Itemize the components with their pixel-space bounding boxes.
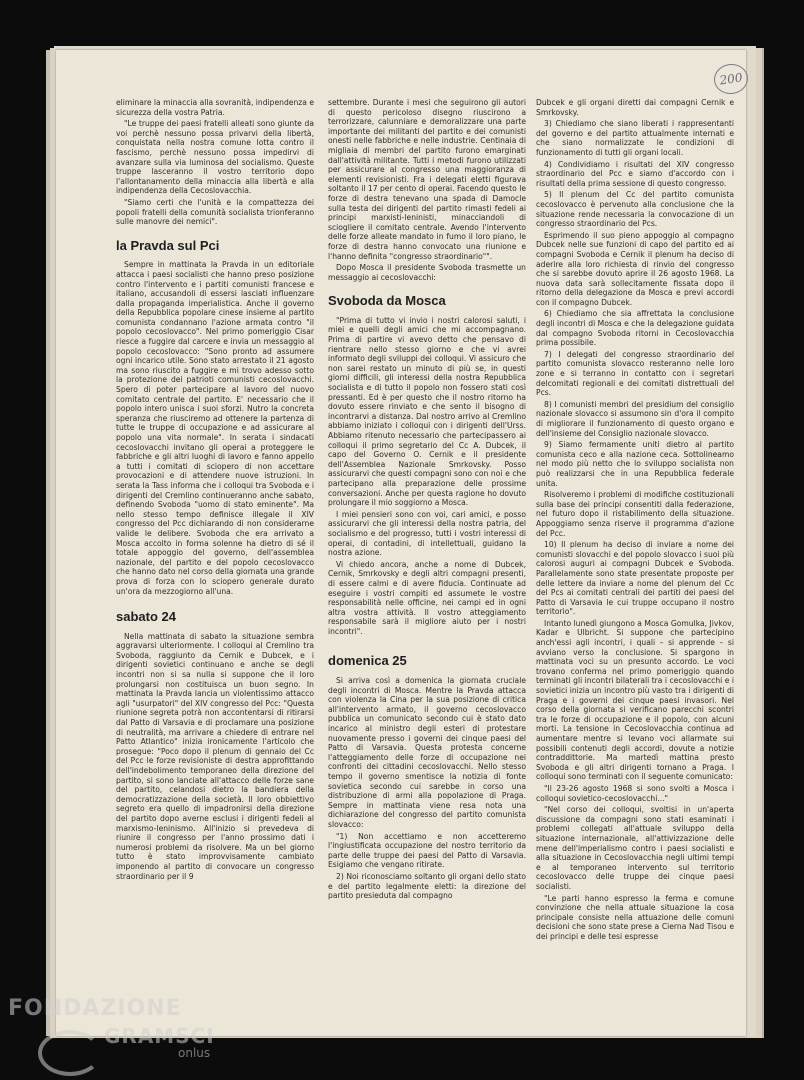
fondazione-gramsci-watermark <box>8 996 308 1076</box>
paragraph: 9) Siamo fermamente uniti dietro al partito comunista ceco e alla nazione ceca. Sottolineamo nel modo più netto che lo sviluppo socialista non può realizzarsi che in una Repubblica federale unita. <box>536 440 734 488</box>
section-heading-svoboda: Svoboda da Mosca <box>328 293 446 309</box>
column-1 <box>116 98 314 883</box>
paragraph: 7) I delegati del congresso straordinario del partito comunista slovacco resteranno nelle loro zone e si terranno in contatto con i segretari delcomitati regionali e dei comitati distrettuali del Pcs. <box>536 349 734 398</box>
paragraph: "Siamo certi che l'unità e la compattezza dei popoli fratelli della comunità socialista trionferanno sulle manovre dei nemici". <box>116 197 314 227</box>
column-3 <box>536 98 734 943</box>
paragraph: 5) Il plenum del Cc del partito comunista cecoslovacco è pervenuto alla conclusione che la situazione rende necessaria la convocazione di un congresso straordinario del Pcs. <box>536 190 734 229</box>
binding-edge <box>46 50 50 1036</box>
paragraph: eliminare la minaccia alla sovranità, indipendenza e sicurezza della vostra Patria. <box>116 98 314 117</box>
paragraph: "Le truppe dei paesi fratelli alleati sono giunte da voi perchè nessuno possa privarvi della libertà, conquistata nella nostra comune lotta contro il fascismo, perchè nessuno possa impedirvi di avanzare sulla via luminosa del socialismo. Queste truppe lasceranno il vostro territorio dopo l'allontanamento della minaccia alla libertà e alla indipendenza della Cecoslovacchia. <box>116 119 314 196</box>
section-heading-sabato: sabato 24 <box>116 609 176 625</box>
column-2 <box>328 98 526 903</box>
paragraph: 6) Chiediamo che sia affrettata la conclusione degli incontri di Mosca e che la delegazione guidata dal compagno Svoboda ritorni in Cecoslovacchia prima possibile. <box>536 309 734 348</box>
watermark-suffix: onlus <box>178 1046 211 1060</box>
paragraph: 2) Noi riconosciamo soltanto gli organi dello stato e del partito legalmente eletti: la direzione del partito presieduta dal compagno <box>328 871 526 901</box>
section-heading-domenica: domenica 25 <box>328 653 407 669</box>
paragraph: "1) Non accettiamo e non accetteremo l'ingiustificata occupazione del nostro territorio da parte delle truppe dei paesi del Patto di Varsavia. Esigiamo che vengano ritirate. <box>328 831 526 870</box>
paragraph: Esprimendo il suo pieno appoggio al compagno Dubcek nelle sue funzioni di capo del partito ed ai compagni Svoboda e Cernik il plenum ha deciso di aderire alla loro richiesta di rinvio del congresso che si sarebbe dovuto aprire il 26 agosto 1968. La nuova data sarà sollecitamente fissata dopo il ritorno della delegazione da Mosca e previ accordi con il compagno Dubcek. <box>536 230 734 307</box>
paragraph: 3) Chiediamo che siano liberati i rappresentanti del governo e del partito attualmente internati e che siano normalizzate le condizioni di funzionamento di tutti gli organi locali. <box>536 119 734 157</box>
paragraph: "Nel corso dei colloqui, svoltisi in un'aperta discussione da compagni sono stati esaminati i problemi collegati all'attuale sviluppo della situazione internazionale, all'attivizzazione delle mene dell'imperialismo contro i paesi socialisti e alla situazione in Cecoslovacchia negli ultimi tempi e al temporaneo intervento sul territorio cecoslovacco delle truppe dei cinque paesi socialisti. <box>536 805 734 891</box>
watermark-line1: FONDAZIONE <box>8 996 182 1021</box>
paragraph: "Le parti hanno espresso la ferma e comune convinzione che nella attuale situazione la cosa principale consiste nella attuazione delle comuni decisioni che sono state prese a Cierna Nad Tisou e dei principi e delle tesi espresse <box>536 893 734 941</box>
paragraph: I miei pensieri sono con voi, cari amici, e posso assicurarvi che gli interessi della nostra patria, del socialismo e del progresso, tutti i vostri interessi di operai, di contadini, di intellettuali, guidano la nostra azione. <box>328 509 526 558</box>
paragraph: Nella mattinata di sabato la situazione sembra aggravarsi ulteriormente. I colloqui al Cremlino tra Svoboda, raggiunto da Cernik e Dubcek, e i dirigenti sovietici continuano e anche se degli incontri non si sa nulla si suppone che il loro prolungarsi non costituisca un buon segno. In mattinata la Pravda lancia un violentissimo attacco agli "usurpatori" del XIV congresso del Pcc: "Questa riunione segreta potrà non accontentarsi di ritirarsi dal Patto di Varsavia e di proclamare una posizione di neutralità, ma arrivare a chiedere di entrare nel Patto Atlantico" inizia ironicamente l'articolo che prosegue: "Poco dopo il plenum di gennaio del Cc del Pcc le forze revisioniste di destra approfittando dell'indebolimento temporaneo della direzione del partito, si sono lanciate all'attacco delle forze sane del partito, celandosi dietro la bandiera della democratizzazione della società. Il loro obbiettivo segreto era quello di impadronirsi della direzione del partito dopo averne esclusi i dirigenti fedeli al marxismo-leninismo. All'inizio si prevedeva di riunire il congresso per l'anno prossimo dati i numerosi problemi da risolvere. Ma un bel giorno tutto è stato improvvisamente cambiato imponendo al partito di convocare un congresso straordinario per il 9 <box>116 631 314 881</box>
watermark-logo-icon <box>38 1030 102 1076</box>
section-heading-pravda: la Pravda sul Pci <box>116 237 220 253</box>
paragraph: Intanto lunedì giungono a Mosca Gomulka, Jivkov, Kadar e Ulbricht. Si suppone che partecipino anch'essi agli incontri, i quali – si apprende – si avviano verso la conclusione. Si spargono in mattinata voci su un presunto accordo. Le voci trovano conferma nel primo pomeriggio quando terminati gli incontri bilaterali tra i cecoslovacchi e i sovietici inizia un incontro più vasto tra i dirigenti di Praga e i governi dei cinque paesi invasori. Nel corso della giornata si verificano parecchi scontri tra le forze di occupazione e il popolo, con alcuni morti. La tensione in Cecoslovacchia continua ad aumentare mentre si levano voci allarmate sui possibili contenuti degli accordi, dovute a notizie contraddittorie. Ma martedì mattina presto Svoboda e gli altri dirigenti tornano a Praga. I colloqui sono terminati con il seguente comunicato: <box>536 618 734 782</box>
paragraph: Si arriva così a domenica la giornata cruciale degli incontri di Mosca. Mentre la Pravda attacca con violenza la Cina per la sua posizione di critica all'intervento armato, il governo cecoslovacco pubblica un comunicato secondo cui è stato dato incarico al ministro degli esteri di protestare nuovamente presso i governi dei cinque paesi del Patto di Varsavia. Questa protesta concerne l'atteggiamento delle forze di occupazione nei confronti dei cittadini cecoslovacchi. Nello stesso tempo il governo smentisce la notizia di fonte sovietica secondo cui sarebbe in corso una distribuzione di armi alla popolazione di Praga. Sempre in mattinata viene resa nota una dichiarazione del congresso del partito comunista slovacco: <box>328 676 526 829</box>
paragraph: settembre. Durante i mesi che seguirono gli autori di questo pericoloso disegno riuscirono a terrorizzare, calunniare e demoralizzare una parte importante dei militanti del partito e dei comunisti onesti nelle fabbriche e nelle industrie. Centinaia di migliaia di membri del partito furono emarginati dall'attività militante. Tutti i metodi furono utilizzati per assicurare al congresso una maggioranza di elementi revisionisti. Fra i delegati eletti figurava soltanto il 17 per cento di operai. Facendo questo le forze di destra tenevano una spada di Damocle sulla testa dei dirigenti del partito rimasti fedeli ai principi marxisti-leninisti, minacciandoli di sciogliere il comitato centrale. Avendo l'intervento delle forze alleate mandato in fumo il loro piano, le forze di destra hanno convocato una riunione e l'hanno definita "congresso straordinario"". <box>328 98 526 261</box>
paragraph: Dopo Mosca il presidente Svoboda trasmette un messaggio ai cecoslovacchi: <box>328 263 526 282</box>
paragraph: "Prima di tutto vi invio i nostri calorosi saluti, i miei e quelli degli amici che mi accompagnano. Prima di partire vi avevo detto che pensavo di rientrare nello stesso giorno e che vi avrei informato degli sviluppi dei colloqui. Vi assicuro che non sarei restato un minuto di più se, in questi giorni difficili, gli interessi della nostra Repubblica socialista e di tutto il popolo non fossero stati così pressanti. Ed è per questo che il nostro ritorno ha dovuto essere rinviato e che sento il bisogno di incontrarvi a distanza. Dal nostro arrivo al Cremlino abbiamo iniziato i colloqui con i dirigenti dell'Urss. Abbiamo ritenuto necessario che partecipassero ai colloqui il primo segretario del Cc A. Dubcek, il capo del Governo O. Cernik e il presidente dell'Assemblea Nazionale Smrkovsky. Posso assicurarvi che questi compagni sono con noi e che partecipano alla preparazione delle prossime conversazioni. Anche per questa ragione ho dovuto prolungare il mio soggiorno a Mosca. <box>328 315 526 508</box>
paragraph: Sempre in mattinata la Pravda in un editoriale attacca i paesi socialisti che hanno preso posizione contro l'intervento e i partiti comunisti francese e italiano, accusandoli di essersi lasciati influenzare dalla propaganda imperialistica. Anche il governo della Repubblica popolare cinese insieme al partito comunista condannano l'azione armata contro "il popolo cecoslovacco". Nel primo pomeriggio Cisar riesce a fuggire dal carcere e invia un messaggio al popolo cecoslovacco: "Sono pronto ad assumere ogni incarico utile. Sono stato arrestato il 21 agosto ma sono riuscito a fuggire e mi trovo adesso sotto la protezione dei patrioti comunisti cecoslovacchi. Spero di poter partecipare al lavoro del nuovo comitato centrale del partito. E' necessario che il popolo intero unisca i suoi sforzi. Nutro la concreta speranza che riusciremo ad ottenere la partenza di tutte le truppe di occupazione e ad assicurare al popolo una vita normale". In serata i sindacati cecoslovacchi invitano gli operai a proteggere le fabbriche e gli altri luoghi di lavoro e fanno appello a tutti i comitati di sciopero di non accettare provocazioni e di attendere nuove istruzioni. In serata la Tass informa che i colloqui tra Svoboda e i dirigenti del Cremlino continueranno anche sabato, definendo Svoboda "uomo di stato eminente". Ma nello stesso tempo definisce illegale il XIV congresso del Pcc dichiarando di non considerarne valide le delibere. Svoboda che era arrivato a Mosca accolto in forma solenne ha dietro di sé il totale appoggio del governo, dell'assemblea nazionale, del partito e del popolo cecoslovacco che hanno dato nel corso della giornata una grande prova di forza con lo sciopero generale durato un'ora da mezzogiorno all'una. <box>116 260 314 596</box>
paragraph: 8) I comunisti membri del presidium del consiglio nazionale slovacco si assumono sin d'ora il compito di migliorare il funzionamento di questo organo e dell'insieme del Consiglio nazionale slovacco. <box>536 399 734 438</box>
watermark-line2: GRAMSCI <box>104 1024 215 1048</box>
paragraph: 4) Condividiamo i risultati del XIV congresso straordinario del Pcc e siamo d'accordo con i risultati della prima sessione di questo congresso. <box>536 159 734 188</box>
paragraph: 10) Il plenum ha deciso di inviare a nome dei comunisti slovacchi e del popolo slovacco i suoi più calorosi auguri ai compagni Dubcek e Svoboda. Parallelamente sono state presentate proposte per delle lettere da inviare a nome del plenum del Cc del Pcs ai comitati centrali dei partiti dei paesi del Patto di Varsavia le cui truppe occupano il nostro territorio". <box>536 540 734 617</box>
handwritten-page-number: 200 <box>712 62 750 96</box>
paragraph: Vi chiedo ancora, anche a nome di Dubcek, Cernik, Smrkovsky e degli altri compagni presenti, di essere calmi e di avere fiducia. Continuate ad eseguire i vostri compiti ed assumete le vostre responsabilità nelle officine, nei campi ed in ogni altra vostra attività. Il vostro atteggiamento responsabile sarà il migliore aiuto per i nostri incontri". <box>328 559 526 636</box>
paragraph: Risolveremo i problemi di modifiche costituzionali sulla base dei principi consentiti dalla federazione, nel futuro dopo il ristabilimento della situazione. Appoggiamo senza riserve il programma d'azione del Pcc. <box>536 490 734 538</box>
paragraph: Dubcek e gli organi diretti dai compagni Cernik e Smrkovsky. <box>536 98 734 117</box>
paragraph: "Il 23-26 agosto 1968 si sono svolti a Mosca i colloqui sovietico-cecoslovacchi..." <box>536 783 734 803</box>
